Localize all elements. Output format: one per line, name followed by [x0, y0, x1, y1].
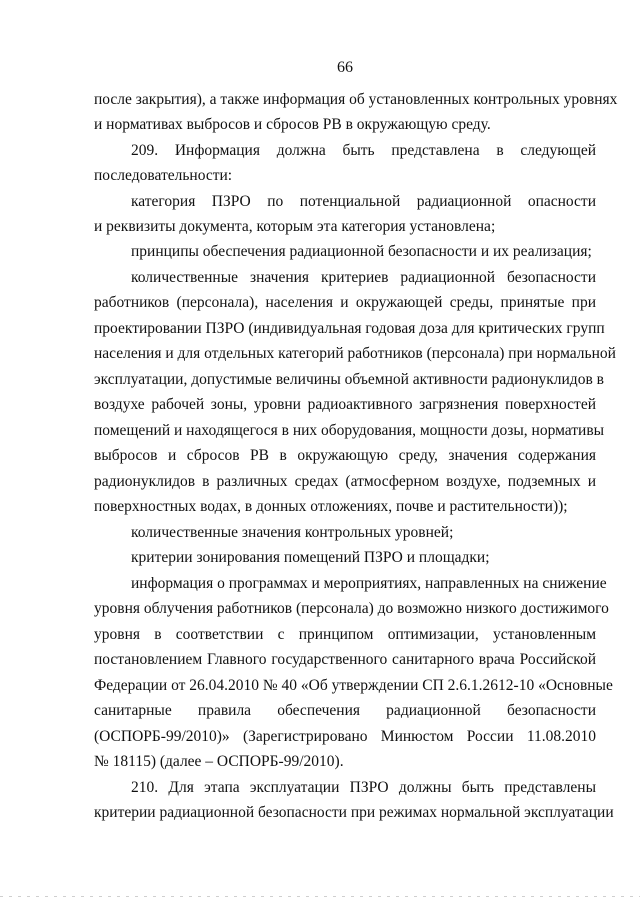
text-line: уровня облучения работников (персонала) до возможно низкого достижимого — [94, 600, 609, 617]
text-line: санитарные правила обеспечения радиационной безопасности — [94, 702, 596, 719]
text-line: проектировании ПЗРО (индивидуальная годовая доза для критических групп — [94, 320, 605, 337]
paragraph-start-line: категория ПЗРО по потенциальной радиационной опасности — [131, 193, 596, 210]
text-line: работников (персонала), населения и окружающей среды, принятые при — [94, 294, 596, 311]
paragraph-start-line: информация о программах и мероприятиях, направленных на снижение — [131, 575, 607, 592]
paragraph-start-line: 209. Информация должна быть представлена в следующей — [131, 142, 596, 159]
text-line: выбросов и сбросов РВ в окружающую среду, значения содержания — [94, 447, 596, 464]
text-line: и нормативах выбросов и сбросов РВ в окружающую среду. — [94, 116, 491, 133]
page-number: 66 — [337, 59, 353, 76]
paragraph-start-line: количественные значения критериев радиационной безопасности — [131, 269, 596, 286]
text-line: и реквизиты документа, которым эта категория установлена; — [94, 218, 496, 235]
text-line: радионуклидов в различных средах (атмосферном воздухе, подземных и — [94, 473, 596, 490]
text-line: поверхностных водах, в донных отложениях, почве и растительности)); — [94, 498, 568, 515]
text-line: после закрытия), а также информация об установленных контрольных уровнях — [94, 91, 618, 108]
text-line: критерии радиационной безопасности при режимах нормальной эксплуатации — [94, 804, 614, 821]
text-line: последовательности: — [94, 167, 233, 184]
text-line: постановлением Главного государственного санитарного врача Российской — [94, 651, 596, 668]
paragraph-start-line: количественные значения контрольных уровней; — [131, 524, 454, 541]
text-line: Федерации от 26.04.2010 № 40 «Об утверждении СП 2.6.1.2612-10 «Основные — [94, 677, 613, 694]
text-line: населения и для отдельных категорий работников (персонала) при нормальной — [94, 345, 616, 362]
paragraph-start-line: принципы обеспечения радиационной безопасности и их реализация; — [131, 243, 592, 260]
paragraph-start-line: критерии зонирования помещений ПЗРО и площадки; — [131, 549, 490, 566]
text-line: эксплуатации, допустимые величины объемной активности радионуклидов в — [94, 371, 604, 388]
text-line: (ОСПОРБ-99/2010)» (Зарегистрировано Минюстом России 11.08.2010 — [94, 728, 596, 745]
text-line: помещений и находящегося в них оборудования, мощности дозы, нормативы — [94, 422, 605, 439]
text-line: воздухе рабочей зоны, уровни радиоактивного загрязнения поверхностей — [94, 396, 596, 413]
scan-edge-divider — [0, 896, 640, 897]
text-line: уровня в соответствии с принципом оптимизации, установленным — [94, 626, 596, 643]
text-line: № 18115) (далее – ОСПОРБ-99/2010). — [94, 753, 344, 770]
paragraph-start-line: 210. Для этапа эксплуатации ПЗРО должны быть представлены — [131, 779, 596, 796]
